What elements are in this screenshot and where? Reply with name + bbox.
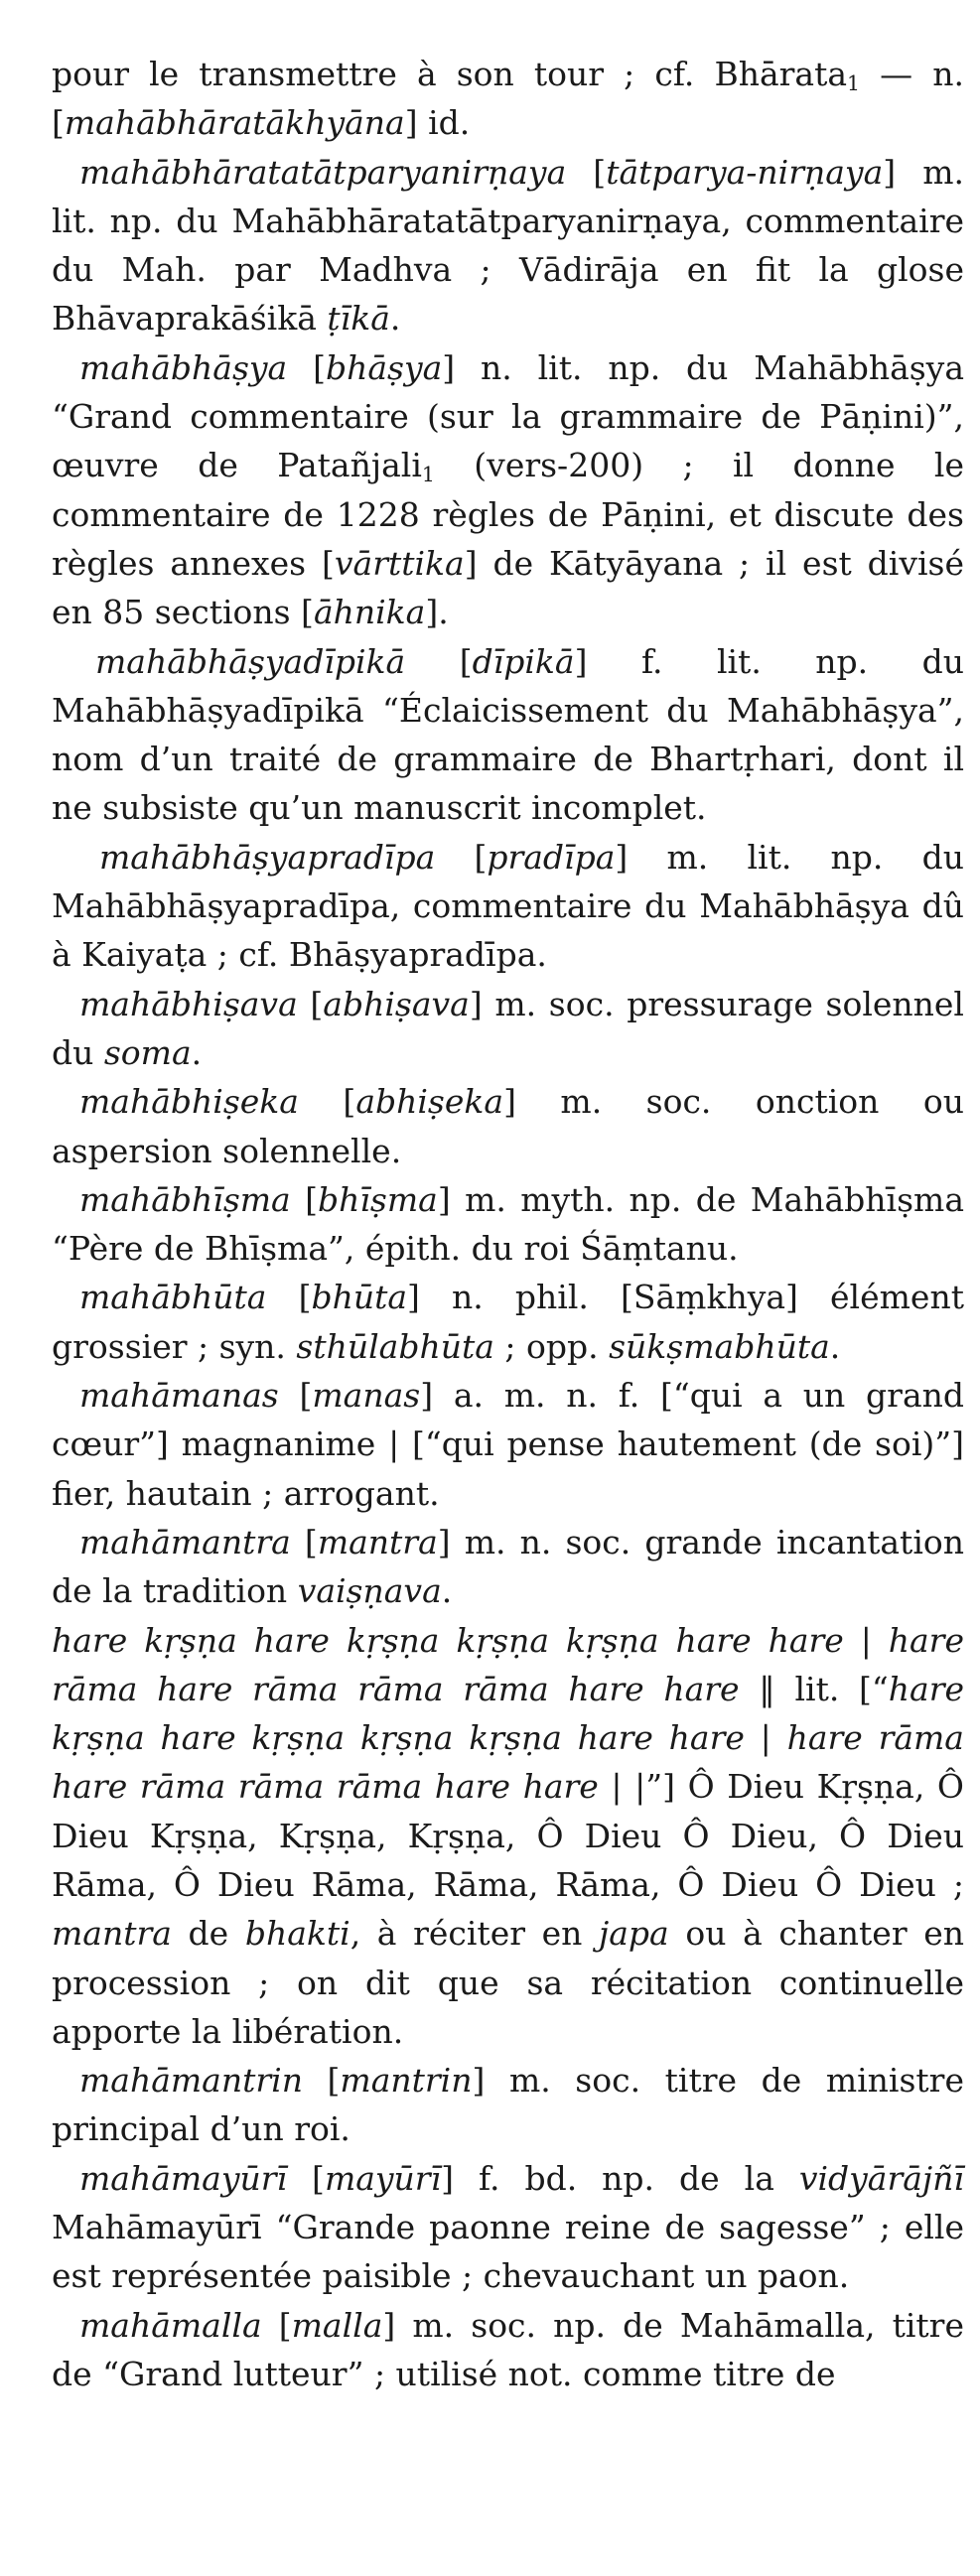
entry-text: [	[287, 347, 326, 387]
headword: mahāmayūrī	[79, 2158, 288, 2198]
entry-text: |	[843, 1620, 889, 1660]
entry-text: ] m. n. soc. grande incantation de la tradition	[52, 1522, 964, 1611]
entry-text: .	[829, 1326, 841, 1366]
entry-text: [	[266, 1278, 312, 1317]
headword: hare kṛṣṇa hare kṛṣṇa kṛṣṇa kṛṣṇa hare hare	[52, 1620, 844, 1660]
italic-term: mayūrī	[324, 2158, 442, 2198]
entry-text: [	[405, 641, 473, 681]
entry-text: pour le transmettre à son tour ; cf. Bhārata	[52, 55, 848, 93]
entry-text: ] m. soc. titre de ministre principal d’un roi.	[52, 2061, 964, 2149]
entry-mahabhasyapradipa	[52, 833, 964, 980]
headword: mahābhūta	[79, 1278, 267, 1317]
entry-text: [	[297, 984, 324, 1023]
headword: mahābhiṣava	[79, 984, 298, 1023]
headword: mahāmantrin	[79, 2061, 303, 2101]
headword: mahāmantra	[79, 1522, 291, 1561]
entry-text: ].	[425, 593, 449, 632]
italic-term: vārttika	[334, 543, 465, 583]
homonym-index: 1	[421, 463, 435, 487]
entry-mahamalla	[52, 2301, 964, 2399]
italic-term: mahābhāratākhyāna	[64, 103, 405, 143]
italic-term: vidyārājñī	[798, 2158, 964, 2198]
italic-term: tātparya-nirṇaya	[606, 152, 884, 192]
entry-text: [	[278, 1376, 313, 1416]
entry-text: | |”] Ô Dieu Kṛṣṇa, Ô Dieu Kṛṣṇa, Kṛṣṇa, Kṛṣṇa, Ô Dieu Ô Dieu, Ô Dieu Rāma, Ô Dieu Rāma, Rāma, Rāma, Ô Dieu Ô Dieu ;	[52, 1767, 964, 1904]
entry-text: (vers-200) ; il donne le commentaire de 1228 règles de Pāṇini, et discute des règles annexes [	[52, 446, 964, 583]
italic-term: mantra	[52, 1914, 172, 1954]
italic-term: abhiṣava	[323, 984, 470, 1023]
entry-text: ] n. lit. np. du Mahābhāṣya “Grand commentaire (sur la grammaire de Pāṇini)”, œuvre de Patañjali	[52, 347, 964, 485]
entry-mahabhuta	[52, 1273, 964, 1371]
entry-text: ; opp.	[493, 1326, 610, 1366]
entry-text: [	[261, 2305, 292, 2345]
italic-term: sthūlabhūta	[296, 1326, 494, 1366]
italic-term: vaiṣṇava	[297, 1571, 442, 1611]
italic-term: bhūta	[311, 1278, 408, 1317]
entry-text: ] m. lit. np. du Mahābhāratatātparyanirṇaya, commentaire du Mah. par Madhva ; Vādirāja en fit la glose Bhāvaprakāśikā	[52, 152, 964, 339]
entry-mahamayuri	[52, 2154, 964, 2301]
entry-text: ] f. lit. np. du Mahābhāṣyadīpikā “Éclaicissement du Mahābhāṣya”, nom d’un traité de grammaire de Bhartṛhari, dont il ne subsiste qu’un manuscrit incomplet.	[52, 641, 964, 828]
entry-text: [	[302, 2061, 341, 2101]
entry-mahabharatatatparyanirnaya	[52, 148, 964, 343]
entry-text: — n. [	[52, 55, 964, 143]
entry-mahamantra	[52, 1518, 964, 1616]
entry-mahabhisava	[52, 980, 964, 1078]
entry-text: ] m. soc. np. de Mahāmalla, titre de “Grand lutteur” ; utilisé not. comme titre de	[52, 2305, 964, 2393]
entry-mahabhiseka	[52, 1077, 964, 1175]
italic-term: bhakti	[244, 1914, 350, 1954]
entry-text: ] id.	[404, 103, 471, 143]
italic-term: japa	[599, 1914, 669, 1954]
entry-text: ] de Kātyāyana ; il est divisé en 85 sections [	[52, 543, 964, 632]
entry-text: ] m. soc. onction ou aspersion solennelle.	[52, 1082, 964, 1170]
entry-text: [	[290, 1179, 318, 1219]
headword: mahābhāratatātparyanirṇaya	[79, 152, 567, 192]
headword: mahāmalla	[79, 2305, 262, 2345]
entry-text: ‖ lit. [“	[739, 1669, 889, 1708]
entry-hare-krsna-mantra	[52, 1616, 964, 2057]
entry-text: .	[441, 1571, 453, 1611]
italic-term: malla	[291, 2305, 383, 2345]
entry-text: de	[171, 1914, 245, 1954]
italic-term: dīpikā	[472, 641, 575, 681]
headword: mahābhīṣma	[79, 1179, 291, 1219]
entry-text: |	[744, 1718, 787, 1758]
homonym-index: 1	[847, 71, 861, 96]
entry-text: .	[191, 1032, 203, 1072]
italic-term: āhnika	[313, 593, 426, 632]
italic-term: abhiṣeka	[355, 1082, 504, 1122]
italic-term: mantra	[317, 1522, 438, 1561]
entry-text: ] n. phil. [Sāṃkhya] élément grossier ; syn.	[52, 1278, 964, 1366]
headword: mahābhāṣyadīpikā	[95, 641, 406, 681]
entry-mahamantrin	[52, 2056, 964, 2154]
italic-term: soma	[103, 1032, 192, 1072]
entry-text: [	[298, 1082, 356, 1122]
entry-mahabhasyadipika	[52, 637, 964, 833]
entry-text: [	[290, 1522, 318, 1561]
italic-term: hare rāma hare rāma rāma rāma hare hare	[52, 1718, 964, 1807]
headword: mahābhāṣya	[79, 347, 288, 387]
entry-text: ] m. myth. np. de Mahābhīṣma “Père de Bhīṣma”, épith. du roi Śāṃtanu.	[52, 1179, 964, 1269]
entry-text: Mahāmayūrī “Grande paonne reine de sagesse” ; elle est représentée paisible ; chevauchant un paon.	[52, 2208, 964, 2296]
italic-term: pradīpa	[487, 837, 616, 877]
italic-term: hare rāma hare rāma rāma rāma hare hare	[52, 1620, 964, 1708]
entry-text: [	[287, 2158, 325, 2198]
italic-term: bhāṣya	[325, 347, 443, 387]
entry-text: , à réciter en	[350, 1914, 600, 1954]
entry-text: ] m. lit. np. du Mahābhāṣyapradīpa, commentaire du Mahābhāṣya dû à Kaiyaṭa ; cf. Bhāṣyapradīpa.	[52, 837, 964, 975]
entry-text: .	[389, 299, 401, 339]
italic-term: mantrin	[340, 2061, 473, 2101]
entry-continuation	[52, 50, 964, 148]
entry-text: ] a. m. n. f. [“qui a un grand cœur”] magnanime | [“qui pense hautement (de soi)”] fier, hautain ; arrogant.	[52, 1376, 964, 1513]
italic-term: ṭīkā	[327, 299, 390, 339]
italic-term: bhīṣma	[317, 1179, 438, 1219]
entry-text: ou à chanter en procession ; on dit que sa récitation continuelle apporte la libération.	[52, 1914, 964, 2051]
entry-mahamanas	[52, 1371, 964, 1518]
entry-text: ] f. bd. np. de la	[441, 2158, 799, 2198]
entry-text: ] m. soc. pressurage solennel du	[52, 984, 964, 1072]
headword: mahābhiṣeka	[79, 1082, 299, 1122]
entry-text: [	[435, 837, 488, 877]
entry-mahabhasya	[52, 343, 964, 637]
headword: mahābhāṣyapradīpa	[99, 837, 436, 877]
italic-term: sūkṣmabhūta	[609, 1326, 830, 1366]
entry-text: [	[566, 152, 607, 192]
italic-term: manas	[312, 1376, 421, 1416]
italic-term: hare kṛṣṇa hare kṛṣṇa kṛṣṇa kṛṣṇa hare hare	[52, 1669, 965, 1758]
entry-mahabhisma	[52, 1175, 964, 1274]
headword: mahāmanas	[79, 1376, 279, 1416]
